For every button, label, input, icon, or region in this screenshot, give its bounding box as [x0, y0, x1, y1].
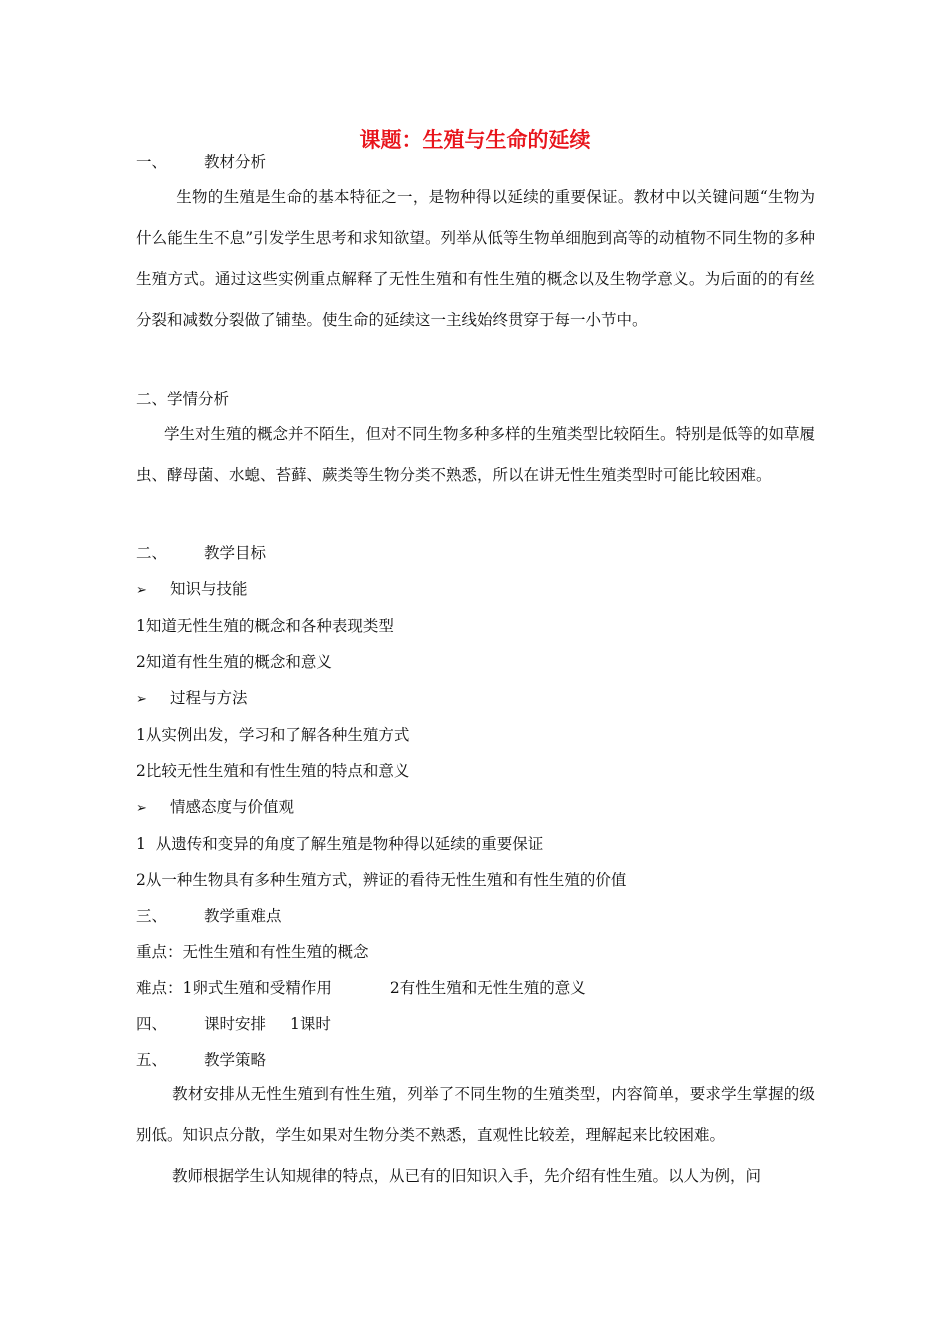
goal-title: 过程与方法 — [170, 689, 248, 707]
list-item: 2比较无性生殖和有性生殖的特点和意义 — [136, 762, 410, 780]
section-number: 二、 — [136, 544, 168, 562]
paragraph-student-analysis — [136, 414, 815, 496]
bullet-arrow-icon: ➢ — [136, 583, 147, 598]
section-number: 一、 — [136, 153, 168, 171]
document-title: 课题：生殖与生命的延续 — [359, 128, 591, 152]
goal-title: 情感态度与价值观 — [170, 798, 295, 816]
bullet-arrow-icon: ➢ — [136, 801, 147, 816]
section-title: 教材分析 — [204, 153, 267, 171]
section-number: 五、 — [136, 1051, 168, 1069]
key-point: 重点：无性生殖和有性生殖的概念 — [136, 943, 369, 961]
list-item: 2从一种生物具有多种生殖方式，辨证的看待无性生殖和有性生殖的价值 — [136, 871, 627, 889]
goal-heading-process — [136, 687, 248, 711]
paragraph-text: 生物的生殖是生命的基本特征之一，是物种得以延续的重要保证。教材中以关键问题“生物为什么能生生不息”引发学生思考和求知欲望。列举从低等生物单细胞到高等的动植物不同生物的多种生殖方式。通过这些实例重点解释了无性生殖和有性生殖的概念以及生物学意义。为后面的的有丝分裂和减数分裂做了铺垫。使生命的延续这一主线始终贯穿于每一小节中。 — [136, 188, 815, 329]
paragraph-text: 教师根据学生认知规律的特点，从已有的旧知识入手，先介绍有性生殖。以人为例，问 — [172, 1167, 762, 1185]
section-number: 四、 — [136, 1015, 168, 1033]
difficult-point-first: 难点：1卵式生殖和受精作用 — [136, 979, 332, 997]
paragraph-text: 学生对生殖的概念并不陌生，但对不同生物多种多样的生殖类型比较陌生。特别是低等的如草履虫、酵母菌、水螅、苔藓、蕨类等生物分类不熟悉，所以在讲无性生殖类型时可能比较困难。 — [136, 425, 816, 484]
difficult-point-second: 2有性生殖和无性生殖的意义 — [389, 979, 586, 997]
section-number: 三、 — [136, 907, 168, 925]
paragraph-text: 教材安排从无性生殖到有性生殖，列举了不同生物的生殖类型，内容简单，要求学生掌握的级别低。知识点分散，学生如果对生物分类不熟悉，直观性比较差，理解起来比较困难。 — [136, 1085, 815, 1144]
section-title: 教学策略 — [204, 1051, 267, 1069]
section-heading-student-analysis: 二、学情分析 — [136, 390, 230, 408]
section-heading-textbook-analysis — [136, 151, 266, 173]
goal-heading-knowledge — [136, 578, 248, 602]
list-item: 1从实例出发，学习和了解各种生殖方式 — [136, 726, 410, 744]
goal-heading-attitude — [136, 796, 294, 820]
section-title: 课时安排 — [204, 1015, 267, 1033]
class-hours: 1课时 — [290, 1015, 331, 1033]
list-item: 1知道无性生殖的概念和各种表现类型 — [136, 617, 394, 635]
section-heading-strategy — [136, 1049, 266, 1071]
section-title: 教学目标 — [204, 544, 267, 562]
section-heading-teaching-goals — [136, 542, 266, 564]
paragraph-strategy — [136, 1074, 815, 1156]
section-heading-key-points — [136, 905, 282, 927]
paragraph-strategy-continued — [136, 1156, 815, 1197]
goal-title: 知识与技能 — [170, 580, 248, 598]
difficult-point — [136, 977, 586, 999]
paragraph-textbook-analysis — [136, 177, 815, 341]
section-title: 教学重难点 — [204, 907, 282, 925]
list-item: 2知道有性生殖的概念和意义 — [136, 653, 332, 671]
list-item: 1 从遗传和变异的角度了解生殖是物种得以延续的重要保证 — [136, 835, 544, 853]
section-heading-schedule — [136, 1013, 331, 1035]
bullet-arrow-icon: ➢ — [136, 692, 147, 707]
